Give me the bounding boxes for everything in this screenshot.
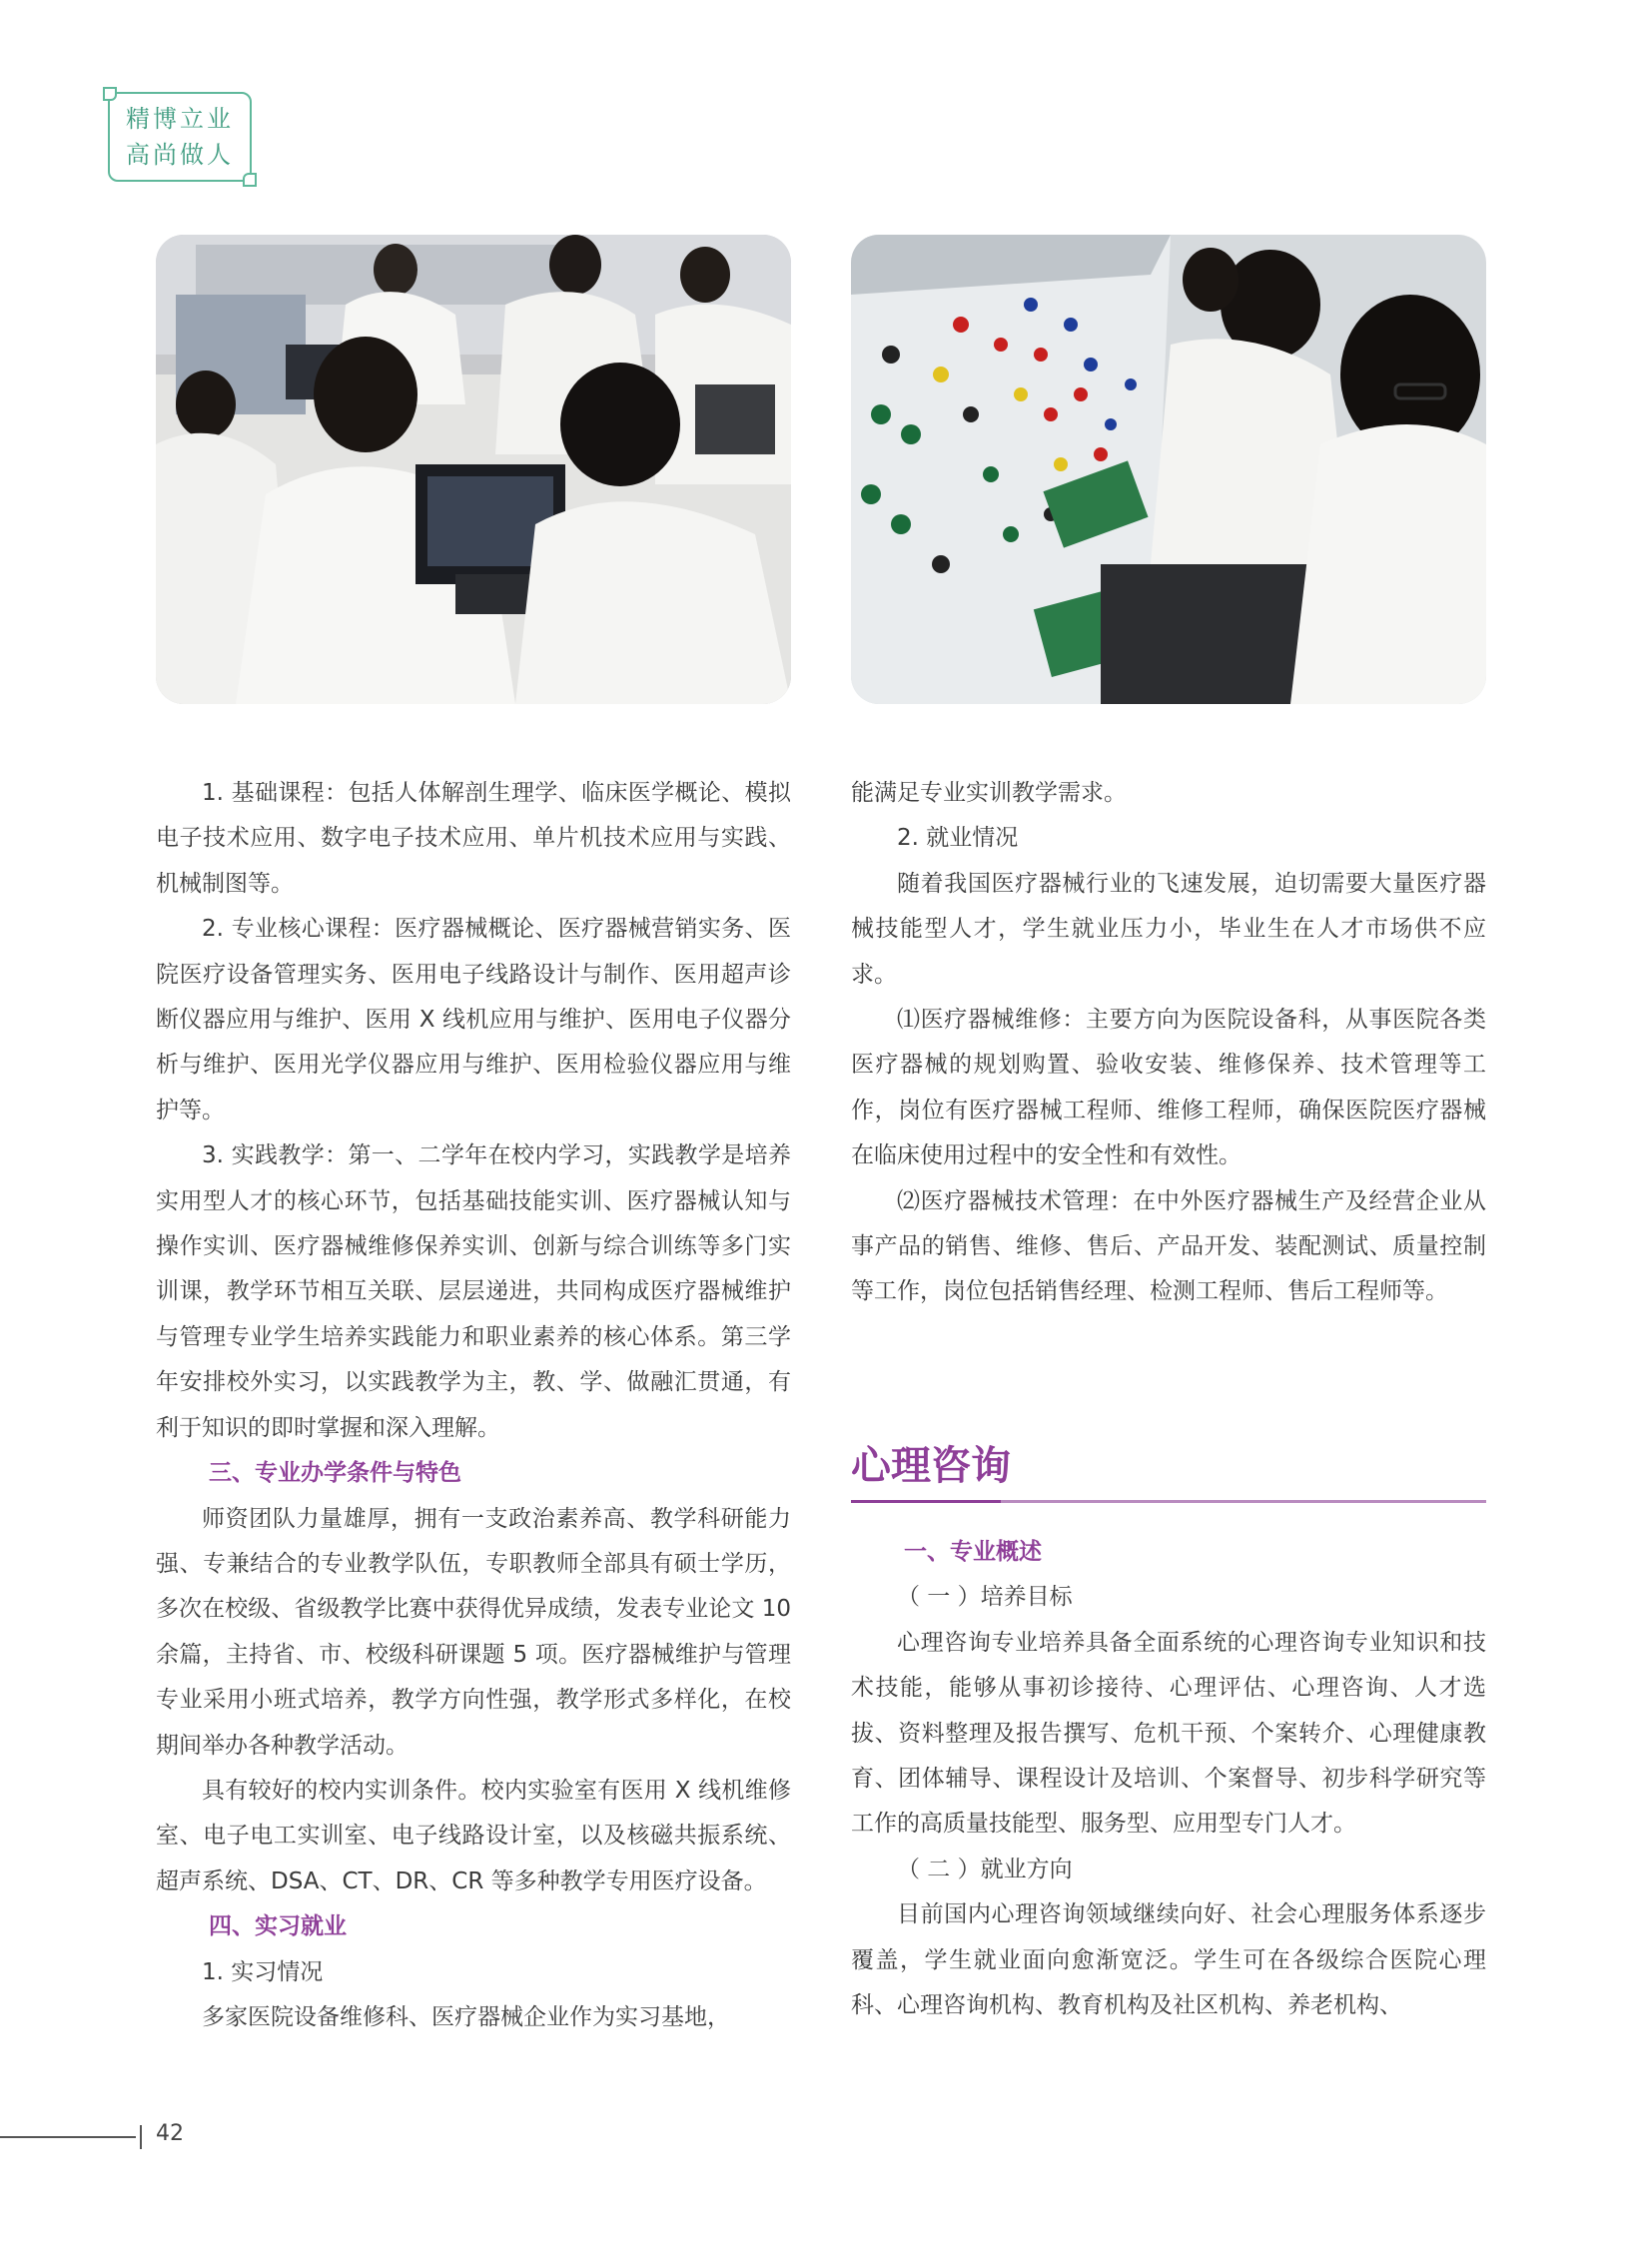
- paragraph-practical-teaching: 3. 实践教学：第一、二学年在校内学习，实践教学是培养实用型人才的核心环节，包括基础技能实训、医疗器械认知与操作实训、医疗器械维修保养实训、创新与综合训练等多门实训课，教学环节相互关联、层层递进，共同构成医疗器械维护与管理专业学生培养实践能力和职业素养的核心体系。第三学年安排校外实习，以实践教学为主，教、学、做融汇贯通，有利于知识的即时掌握和深入理解。: [156, 1142, 791, 1441]
- paragraph-employment: 随着我国医疗器械行业的飞速发展，迫切需要大量医疗器械技能型人才，学生就业压力小，毕业生在人才市场供不应求。: [851, 870, 1486, 988]
- subheading-training-goal: （ 一 ）培养目标: [897, 1584, 1073, 1611]
- subheading-internship: 1. 实习情况: [202, 1958, 324, 1985]
- electronics-lab-photo: [851, 235, 1486, 704]
- paragraph-core-courses: 2. 专业核心课程：医疗器械概论、医疗器械营销实务、医院医疗设备管理实务、医用电子线路设计与制作、医用超声诊断仪器应用与维护、医用 X 线机应用与维护、医用电子仪器分析与维护、医用光学仪器应用与维护、医用检验仪器应用与维护等。: [156, 916, 791, 1123]
- paragraph-internship: 多家医院设备维修科、医疗器械企业作为实习基地，: [202, 2003, 730, 2030]
- footer-tick: [140, 2125, 142, 2149]
- paragraph-maintenance-career: ⑴医疗器械维修：主要方向为医院设备科，从事医院各类医疗器械的规划购置、验收安装、维修保养、技术管理等工作，岗位有医疗器械工程师、维修工程师，确保医院医疗器械在临床使用过程中的安全性和有效性。: [851, 1007, 1486, 1169]
- motto-line-1: 精博立业: [126, 105, 234, 133]
- section-title-text: 心理咨询: [851, 1443, 1011, 1489]
- heading-overview: 一、专业概述: [904, 1539, 1042, 1565]
- paragraph-tech-management-career: ⑵医疗器械技术管理：在中外医疗器械生产及经营企业从事产品的销售、维修、售后、产品开发、装配测试、质量控制等工作，岗位包括销售经理、检测工程师、售后工程师等。: [851, 1187, 1486, 1305]
- paragraph-training-facilities: 具有较好的校内实训条件。校内实验室有医用 X 线机维修室、电子电工实训室、电子线路设计室，以及核磁共振系统、超声系统、DSA、CT、DR、CR 等多种教学专用医疗设备。: [156, 1777, 791, 1894]
- motto-line-2: 高尚做人: [126, 141, 234, 169]
- subheading-career-direction: （ 二 ）就业方向: [897, 1856, 1073, 1882]
- paragraph-career-direction: 目前国内心理咨询领域继续向好、社会心理服务体系逐步覆盖，学生就业面向愈渐宽泛。学生可在各级综合医院心理科、心理咨询机构、教育机构及社区机构、养老机构、: [851, 1901, 1486, 2019]
- section-title-psychology: [851, 1438, 1486, 1503]
- subheading-employment: 2. 就业情况: [897, 825, 1019, 852]
- paragraph-training-goal: 心理咨询专业培养具备全面系统的心理咨询专业知识和技术技能，能够从事初诊接待、心理评估、心理咨询、人才选拔、资料整理及报告撰写、危机干预、个案转介、心理健康教育、团体辅导、课程设计及培训、个案督导、初步科学研究等工作的高质量技能型、服务型、应用型专门人才。: [851, 1629, 1486, 1838]
- left-text-column: [156, 771, 791, 2040]
- paragraph-continuation: 能满足专业实训教学需求。: [851, 780, 1127, 806]
- heading-conditions-features: 三、专业办学条件与特色: [209, 1460, 461, 1487]
- paragraph-faculty: 师资团队力量雄厚，拥有一支政治素养高、教学科研能力强、专兼结合的专业教学队伍，专职教师全部具有硕士学历，多次在校级、省级教学比赛中获得优异成绩，发表专业论文 10 余篇，主持省、市、校级科研课题 5 项。医疗器械维护与管理专业采用小班式培养，教学方向性强，教学形式多样化，在校期间举办各种教学活动。: [156, 1505, 791, 1759]
- page-number: 42: [156, 2121, 184, 2146]
- right-text-column: [851, 771, 1486, 1315]
- heading-internship-employment: 四、实习就业: [209, 1913, 347, 1940]
- footer-rule: [0, 2136, 136, 2138]
- paragraph-basic-courses: 1. 基础课程：包括人体解剖生理学、临床医学概论、模拟电子技术应用、数字电子技术应用、单片机技术应用与实践、机械制图等。: [156, 780, 791, 897]
- psychology-text-column: [851, 1530, 1486, 2028]
- classroom-laptop-photo: [156, 235, 791, 704]
- school-motto-logo: [108, 92, 252, 182]
- section-title-rule: [851, 1500, 1486, 1503]
